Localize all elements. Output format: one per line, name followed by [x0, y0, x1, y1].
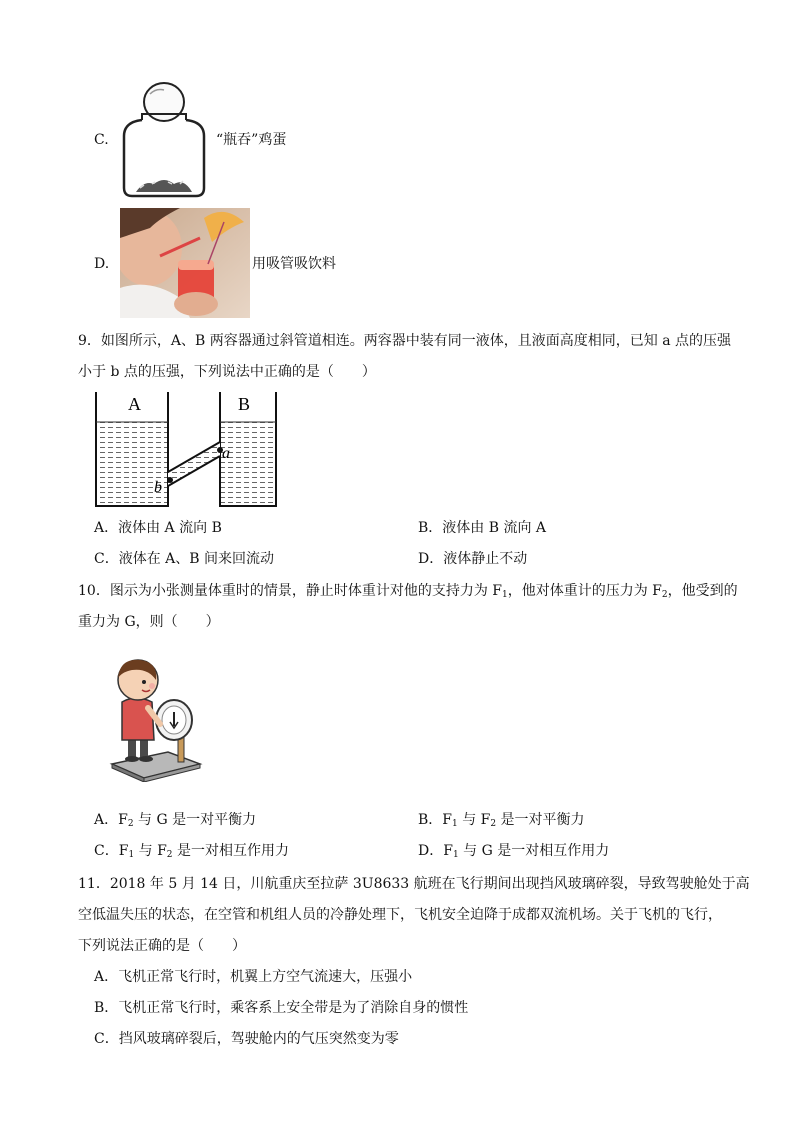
- q10-option-c-sub1: 1: [128, 850, 135, 860]
- q10-option-d-part1: D．F: [418, 843, 453, 859]
- label-B: B: [238, 394, 251, 414]
- q9-stem-line2: 小于 b 点的压强，下列说法中正确的是（ ）: [78, 364, 376, 380]
- q10-stem-part3: ，他受到的: [667, 583, 738, 599]
- option-c-text: “瓶吞”鸡蛋: [216, 132, 287, 148]
- q10-option-d-part2: 与 G 是一对相互作用力: [458, 843, 610, 859]
- subscript-1: 1: [501, 590, 508, 600]
- q11-option-b[interactable]: B．飞机正常飞行时，乘客系上安全带是为了消除自身的惯性: [94, 1000, 469, 1016]
- girl-drinking-photo: [120, 208, 250, 318]
- label-point-a: a: [222, 445, 230, 462]
- option-d-letter: D.: [94, 256, 110, 272]
- q9-option-d[interactable]: D．液体静止不动: [418, 551, 528, 567]
- q10-option-c-part1: C．F: [94, 843, 129, 859]
- q10-option-d[interactable]: [418, 841, 609, 865]
- q11-stem-line2: 空低温失压的状态，在空管和机组人员的冷静处理下，飞机安全迫降于成都双流机场。关于飞机的飞行，: [78, 907, 722, 923]
- q10-option-c-sub2: 2: [166, 850, 173, 860]
- q10-option-c-part2: 与 F: [134, 843, 167, 859]
- q10-option-b-sub2: 2: [490, 819, 497, 829]
- q10-option-c[interactable]: [94, 841, 289, 865]
- q10-option-b-part2: 与 F: [457, 812, 491, 828]
- q10-option-b-sub1: 1: [452, 819, 458, 829]
- q9-option-a[interactable]: A．液体由 A 流向 B: [94, 520, 222, 536]
- q10-option-c-part3: 是一对相互作用力: [172, 843, 289, 859]
- option-d-text: 用吸管吸饮料: [252, 256, 336, 272]
- q10-stem-line2: 重力为 G，则（ ）: [78, 614, 220, 630]
- q10-option-d-sub: 1: [452, 850, 459, 860]
- q9-stem-line1: 9．如图所示，A、B 两容器通过斜管道相连。两容器中装有同一液体，且液面高度相同，已知 a 点的压强: [78, 333, 732, 349]
- q11-option-c[interactable]: C．挡风玻璃碎裂后，驾驶舱内的气压突然变为零: [94, 1031, 399, 1047]
- option-c-letter: C.: [94, 132, 109, 148]
- q11-stem-line1: 11．2018 年 5 月 14 日，川航重庆至拉萨 3U8633 航班在飞行期间出现挡风玻璃碎裂，导致驾驶舱处于高: [78, 876, 750, 892]
- q9-option-c[interactable]: C．液体在 A、B 间来回流动: [94, 551, 275, 567]
- q10-option-b[interactable]: [418, 810, 585, 834]
- jar-egg-image: [118, 80, 210, 200]
- q10-option-b-part1: B．F: [418, 812, 453, 828]
- q10-stem-line1: [78, 581, 738, 605]
- boy-on-scale-figure: [108, 652, 204, 782]
- q10-option-b-part3: 是一对平衡力: [496, 812, 585, 828]
- q10-option-a[interactable]: [94, 810, 256, 834]
- q10-option-a-sub: 2: [127, 819, 134, 829]
- subscript-2: 2: [661, 590, 668, 600]
- label-A: A: [128, 394, 141, 414]
- q10-stem-part1: 10．图示为小张测量体重时的情景，静止时体重计对他的支持力为 F: [78, 583, 502, 599]
- q9-container-figure: [92, 390, 280, 510]
- q11-option-a[interactable]: A．飞机正常飞行时，机翼上方空气流速大，压强小: [94, 969, 413, 985]
- q10-option-a-part1: A．F: [94, 812, 128, 828]
- q11-stem-line3: 下列说法正确的是（ ）: [78, 938, 246, 954]
- q10-stem-part2: ，他对体重计的压力为 F: [507, 583, 662, 599]
- q10-option-a-part2: 与 G 是一对平衡力: [133, 812, 257, 828]
- label-point-b: b: [154, 479, 162, 496]
- q9-option-b[interactable]: B．液体由 B 流向 A: [418, 520, 547, 536]
